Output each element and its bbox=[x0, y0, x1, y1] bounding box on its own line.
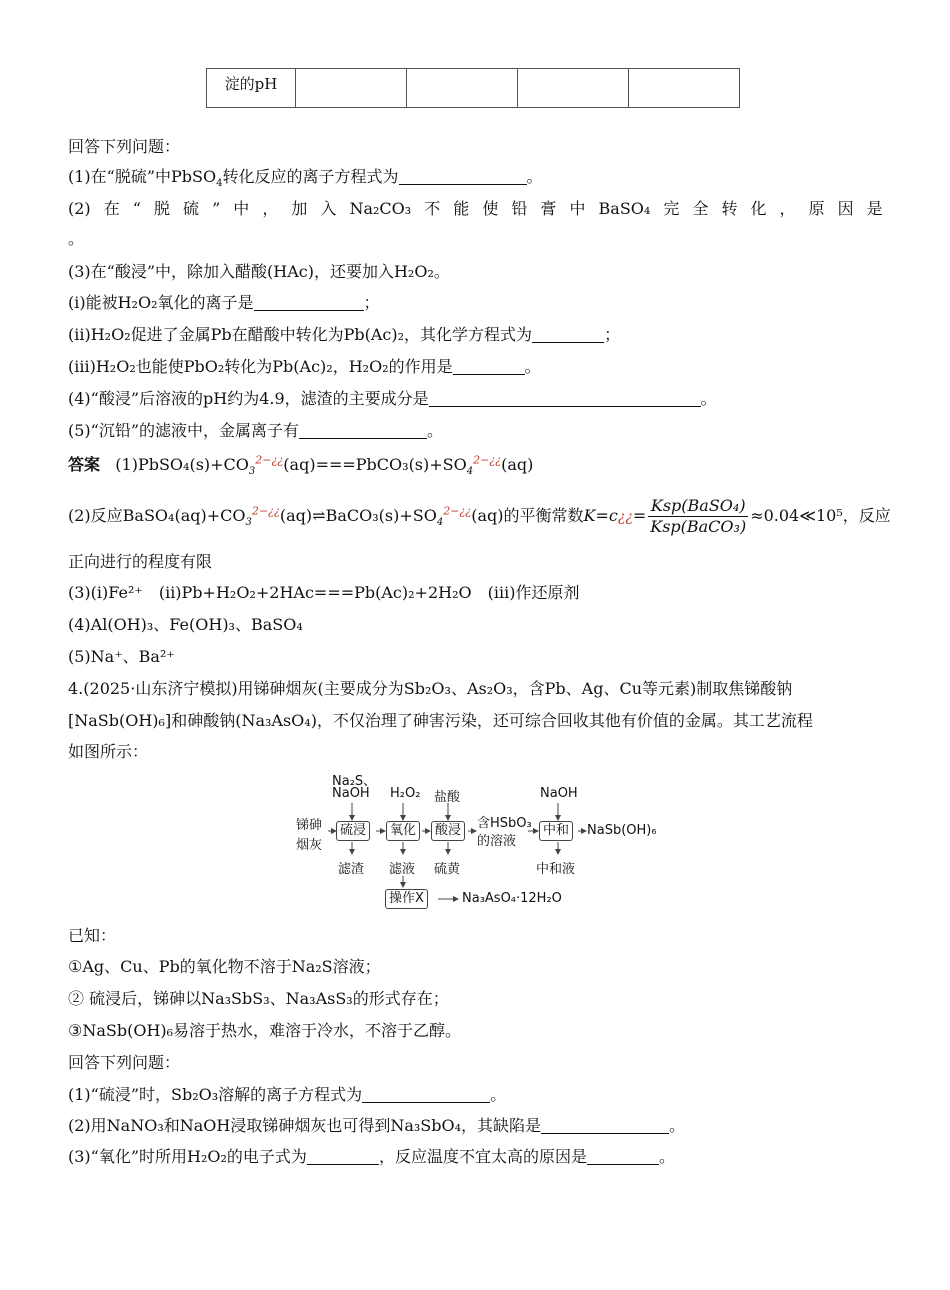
q2-token: 因 bbox=[837, 199, 854, 218]
answer-blank[interactable] bbox=[453, 358, 525, 375]
intermediate-label: 的溶液 bbox=[477, 834, 517, 849]
subscript: 3 bbox=[248, 466, 256, 478]
process-box-sulfur-leach: 硫浸 bbox=[336, 821, 370, 841]
q4-sub-3 bbox=[68, 1147, 675, 1167]
q2-token: 中 bbox=[233, 199, 250, 218]
answer-blank[interactable] bbox=[399, 168, 527, 185]
subscript: 3 bbox=[245, 517, 252, 529]
question-text: (ⅰ)能被H₂O₂氧化的离子是 bbox=[68, 293, 254, 312]
answer-3: (3)(ⅰ)Fe²⁺ (ⅱ)Pb+H₂O₂+2HAc===Pb(Ac)₂+2H₂O (ⅲ)作还原剂 bbox=[68, 583, 580, 602]
punct: 。 bbox=[669, 1116, 686, 1135]
reagent-label: 盐酸 bbox=[434, 790, 461, 805]
reagent-label: H₂O₂ bbox=[390, 786, 421, 801]
q2-token: 转 bbox=[721, 199, 738, 218]
table-cell bbox=[407, 69, 518, 108]
question-3ii bbox=[68, 325, 620, 345]
q2-token: 是 bbox=[866, 199, 883, 218]
answer-blank[interactable] bbox=[532, 326, 604, 343]
process-flow-diagram bbox=[290, 770, 670, 915]
q2-token: 完 bbox=[663, 199, 680, 218]
reagent-label: Na₂S、 bbox=[332, 774, 377, 789]
answer-2: (2)反应$BaSO_4(aq)+CO_3^{2-¿¿}(aq)\rightleftharpoons BaCO_3(s)+SO_4^{2-¿¿}(aq)$的平衡常数K=c¿¿= $\frac{\text{Ksp(BaSO₄)}}{\text{Ksp(BaCO₃)}}$ ≈0.04≪10⁵，反应 bbox=[68, 496, 891, 536]
question-4-stem-2: [NaSb(OH)₆]和砷酸钠(Na₃AsO₄)，不仅治理了砷害污染，还可综合回收其他有价值的金属。其工艺流程 bbox=[68, 711, 813, 730]
q2-token: “ bbox=[132, 199, 141, 218]
q2-token: 原 bbox=[808, 199, 825, 218]
question-3iii bbox=[68, 357, 541, 377]
punct: ； bbox=[604, 325, 621, 344]
q2-token: BaSO₄ bbox=[598, 199, 651, 218]
known-3: ③NaSb(OH)₆易溶于热水，难溶于冷水，不溶于乙醇。 bbox=[68, 1021, 462, 1040]
question-2-end: 。 bbox=[68, 229, 85, 248]
question-text: (ⅲ)H₂O₂也能使PbO₂转化为Pb(Ac)₂，H₂O₂的作用是 bbox=[68, 357, 453, 376]
input-label: 烟灰 bbox=[296, 838, 323, 853]
q2-token: 膏 bbox=[540, 199, 557, 218]
charge-superscript: 2−¿¿ bbox=[255, 453, 284, 467]
q2-token: Na₂CO₃ bbox=[349, 199, 412, 218]
answer-text: (aq)⇌BaCO₃(s)+SO bbox=[279, 506, 437, 525]
q2-token: 中 bbox=[569, 199, 586, 218]
question-text: (1)在“脱硫”中PbSO bbox=[68, 167, 217, 186]
q2-token: (2) bbox=[68, 199, 91, 218]
question-text: 转化反应的离子方程式为 bbox=[222, 167, 399, 186]
answer-text: ≈0.04≪10⁵，反应 bbox=[750, 506, 891, 525]
output-label: 硫黄 bbox=[434, 862, 461, 877]
output-label: 滤液 bbox=[389, 862, 416, 877]
q2-token: 在 bbox=[103, 199, 120, 218]
q2-token: 铅 bbox=[511, 199, 528, 218]
question-3: (3)在“酸浸”中，除加入醋酸(HAc)，还要加入H₂O₂。 bbox=[68, 262, 450, 281]
punct: 。 bbox=[658, 1147, 675, 1166]
q4-sub-1 bbox=[68, 1085, 506, 1105]
punct: ； bbox=[363, 293, 380, 312]
table-row-label: 淀的pH bbox=[207, 69, 296, 108]
process-box-oxidation: 氧化 bbox=[386, 821, 420, 841]
known-label: 已知： bbox=[68, 926, 117, 945]
table-cell bbox=[518, 69, 629, 108]
reagent-label: NaOH bbox=[332, 786, 370, 801]
q2-token: ， bbox=[262, 199, 279, 218]
question-text: (1)“硫浸”时，Sb₂O₃溶解的离子方程式为 bbox=[68, 1085, 363, 1104]
answer-5: (5)Na⁺、Ba²⁺ bbox=[68, 647, 175, 666]
question-3i bbox=[68, 293, 380, 313]
product-label: NaSb(OH)₆ bbox=[587, 823, 657, 838]
punct: 。 bbox=[700, 389, 717, 408]
q4-sub-2 bbox=[68, 1116, 685, 1136]
ph-table bbox=[206, 68, 740, 108]
intermediate-label: 含HSbO₃ bbox=[477, 816, 532, 831]
q2-token: 全 bbox=[692, 199, 709, 218]
q2-token: 加 bbox=[291, 199, 308, 218]
answer-4: (4)Al(OH)₃、Fe(OH)₃、BaSO₄ bbox=[68, 615, 303, 634]
answer-text: (aq) bbox=[501, 455, 534, 474]
punct: 。 bbox=[526, 167, 543, 186]
answer-text: (aq)===PbCO₃(s)+SO bbox=[283, 455, 467, 474]
q2-token: 使 bbox=[482, 199, 499, 218]
question-text: (5)“沉铅”的滤液中，金属离子有 bbox=[68, 421, 300, 440]
q2-token: 入 bbox=[320, 199, 337, 218]
answer-blank[interactable] bbox=[541, 1117, 669, 1134]
answer-text: (2)反应BaSO₄(aq)+CO bbox=[68, 506, 246, 525]
answer-text: (aq)的平衡常数 bbox=[471, 506, 584, 525]
question-text: ，反应温度不宜太高的原因是 bbox=[378, 1147, 587, 1166]
answer-2-cont: 正向进行的程度有限 bbox=[68, 552, 213, 571]
question-5 bbox=[68, 421, 443, 441]
punct: 。 bbox=[524, 357, 541, 376]
question-intro: 回答下列问题： bbox=[68, 137, 181, 156]
question-2 bbox=[68, 199, 883, 219]
q2-token: ” bbox=[212, 199, 221, 218]
answer-blank[interactable] bbox=[587, 1148, 659, 1165]
input-label: 锑砷 bbox=[296, 818, 323, 833]
charge-superscript: 2−¿¿ bbox=[251, 504, 280, 518]
output-label: 中和液 bbox=[536, 862, 576, 877]
subscript: 4 bbox=[466, 466, 474, 478]
answer-blank[interactable] bbox=[429, 390, 701, 407]
q2-token: 化 bbox=[750, 199, 767, 218]
answer-blank[interactable] bbox=[254, 294, 364, 311]
charge-superscript: 2−¿¿ bbox=[473, 453, 502, 467]
q2-token: 脱 bbox=[153, 199, 170, 218]
process-box-acid-leach: 酸浸 bbox=[431, 821, 465, 841]
question-4 bbox=[68, 389, 717, 409]
answer-text: (1)PbSO₄(s)+CO bbox=[115, 455, 249, 474]
q2-token: ， bbox=[779, 199, 796, 218]
ksp-fraction bbox=[648, 496, 748, 537]
punct: 。 bbox=[490, 1085, 507, 1104]
output-label: 滤渣 bbox=[338, 862, 365, 877]
answer-blank[interactable] bbox=[299, 422, 427, 439]
fraction-numerator: Ksp(BaSO₄) bbox=[648, 496, 748, 517]
known-2: ② 硫浸后，锑砷以Na₃SbS₃、Na₃AsS₃的形式存在； bbox=[68, 989, 449, 1008]
process-box-neutralize: 中和 bbox=[539, 821, 573, 841]
process-box-operation-x: 操作X bbox=[385, 889, 428, 909]
product-label: Na₃AsO₄·12H₂O bbox=[462, 891, 562, 906]
known-1: ①Ag、Cu、Pb的氧化物不溶于Na₂S溶液； bbox=[68, 957, 381, 976]
question-1: (1)在“脱硫”中PbSO$_4$转化反应的离子方程式为 。 bbox=[68, 167, 543, 190]
question-text: (3)“氧化”时所用H₂O₂的电子式为 bbox=[68, 1147, 307, 1166]
question-4-stem-1: 4.(2025·山东济宁模拟)用锑砷烟灰(主要成分为Sb₂O₃、As₂O₃，含Pb、Ag、Cu等元素)制取焦锑酸钠 bbox=[68, 679, 793, 698]
table-cell bbox=[296, 69, 407, 108]
subscript: 4 bbox=[436, 517, 444, 529]
equation-k: K=c bbox=[583, 506, 618, 525]
answer-label: 答案 bbox=[68, 455, 101, 474]
fraction-denominator: Ksp(BaCO₃) bbox=[650, 517, 747, 536]
q2-token: 能 bbox=[453, 199, 470, 218]
question-text: (4)“酸浸”后溶液的pH约为4.9，滤渣的主要成分是 bbox=[68, 389, 429, 408]
punct: 。 bbox=[427, 421, 444, 440]
answer-blank[interactable] bbox=[307, 1148, 379, 1165]
reagent-label: NaOH bbox=[540, 786, 578, 801]
answer-blank[interactable] bbox=[362, 1086, 490, 1103]
question-4-stem-3: 如图所示： bbox=[68, 742, 149, 761]
question-text: (ⅱ)H₂O₂促进了金属Pb在醋酸中转化为Pb(Ac)₂，其化学方程式为 bbox=[68, 325, 533, 344]
charge-superscript: 2−¿¿ bbox=[443, 504, 472, 518]
question-text: (2)用NaNO₃和NaOH浸取锑砷烟灰也可得到Na₃SbO₄，其缺陷是 bbox=[68, 1116, 542, 1135]
q2-token: 硫 bbox=[183, 199, 200, 218]
answer-1 bbox=[68, 453, 534, 478]
question-intro-2: 回答下列问题： bbox=[68, 1053, 181, 1072]
q2-token: 不 bbox=[424, 199, 441, 218]
table-cell bbox=[629, 69, 740, 108]
